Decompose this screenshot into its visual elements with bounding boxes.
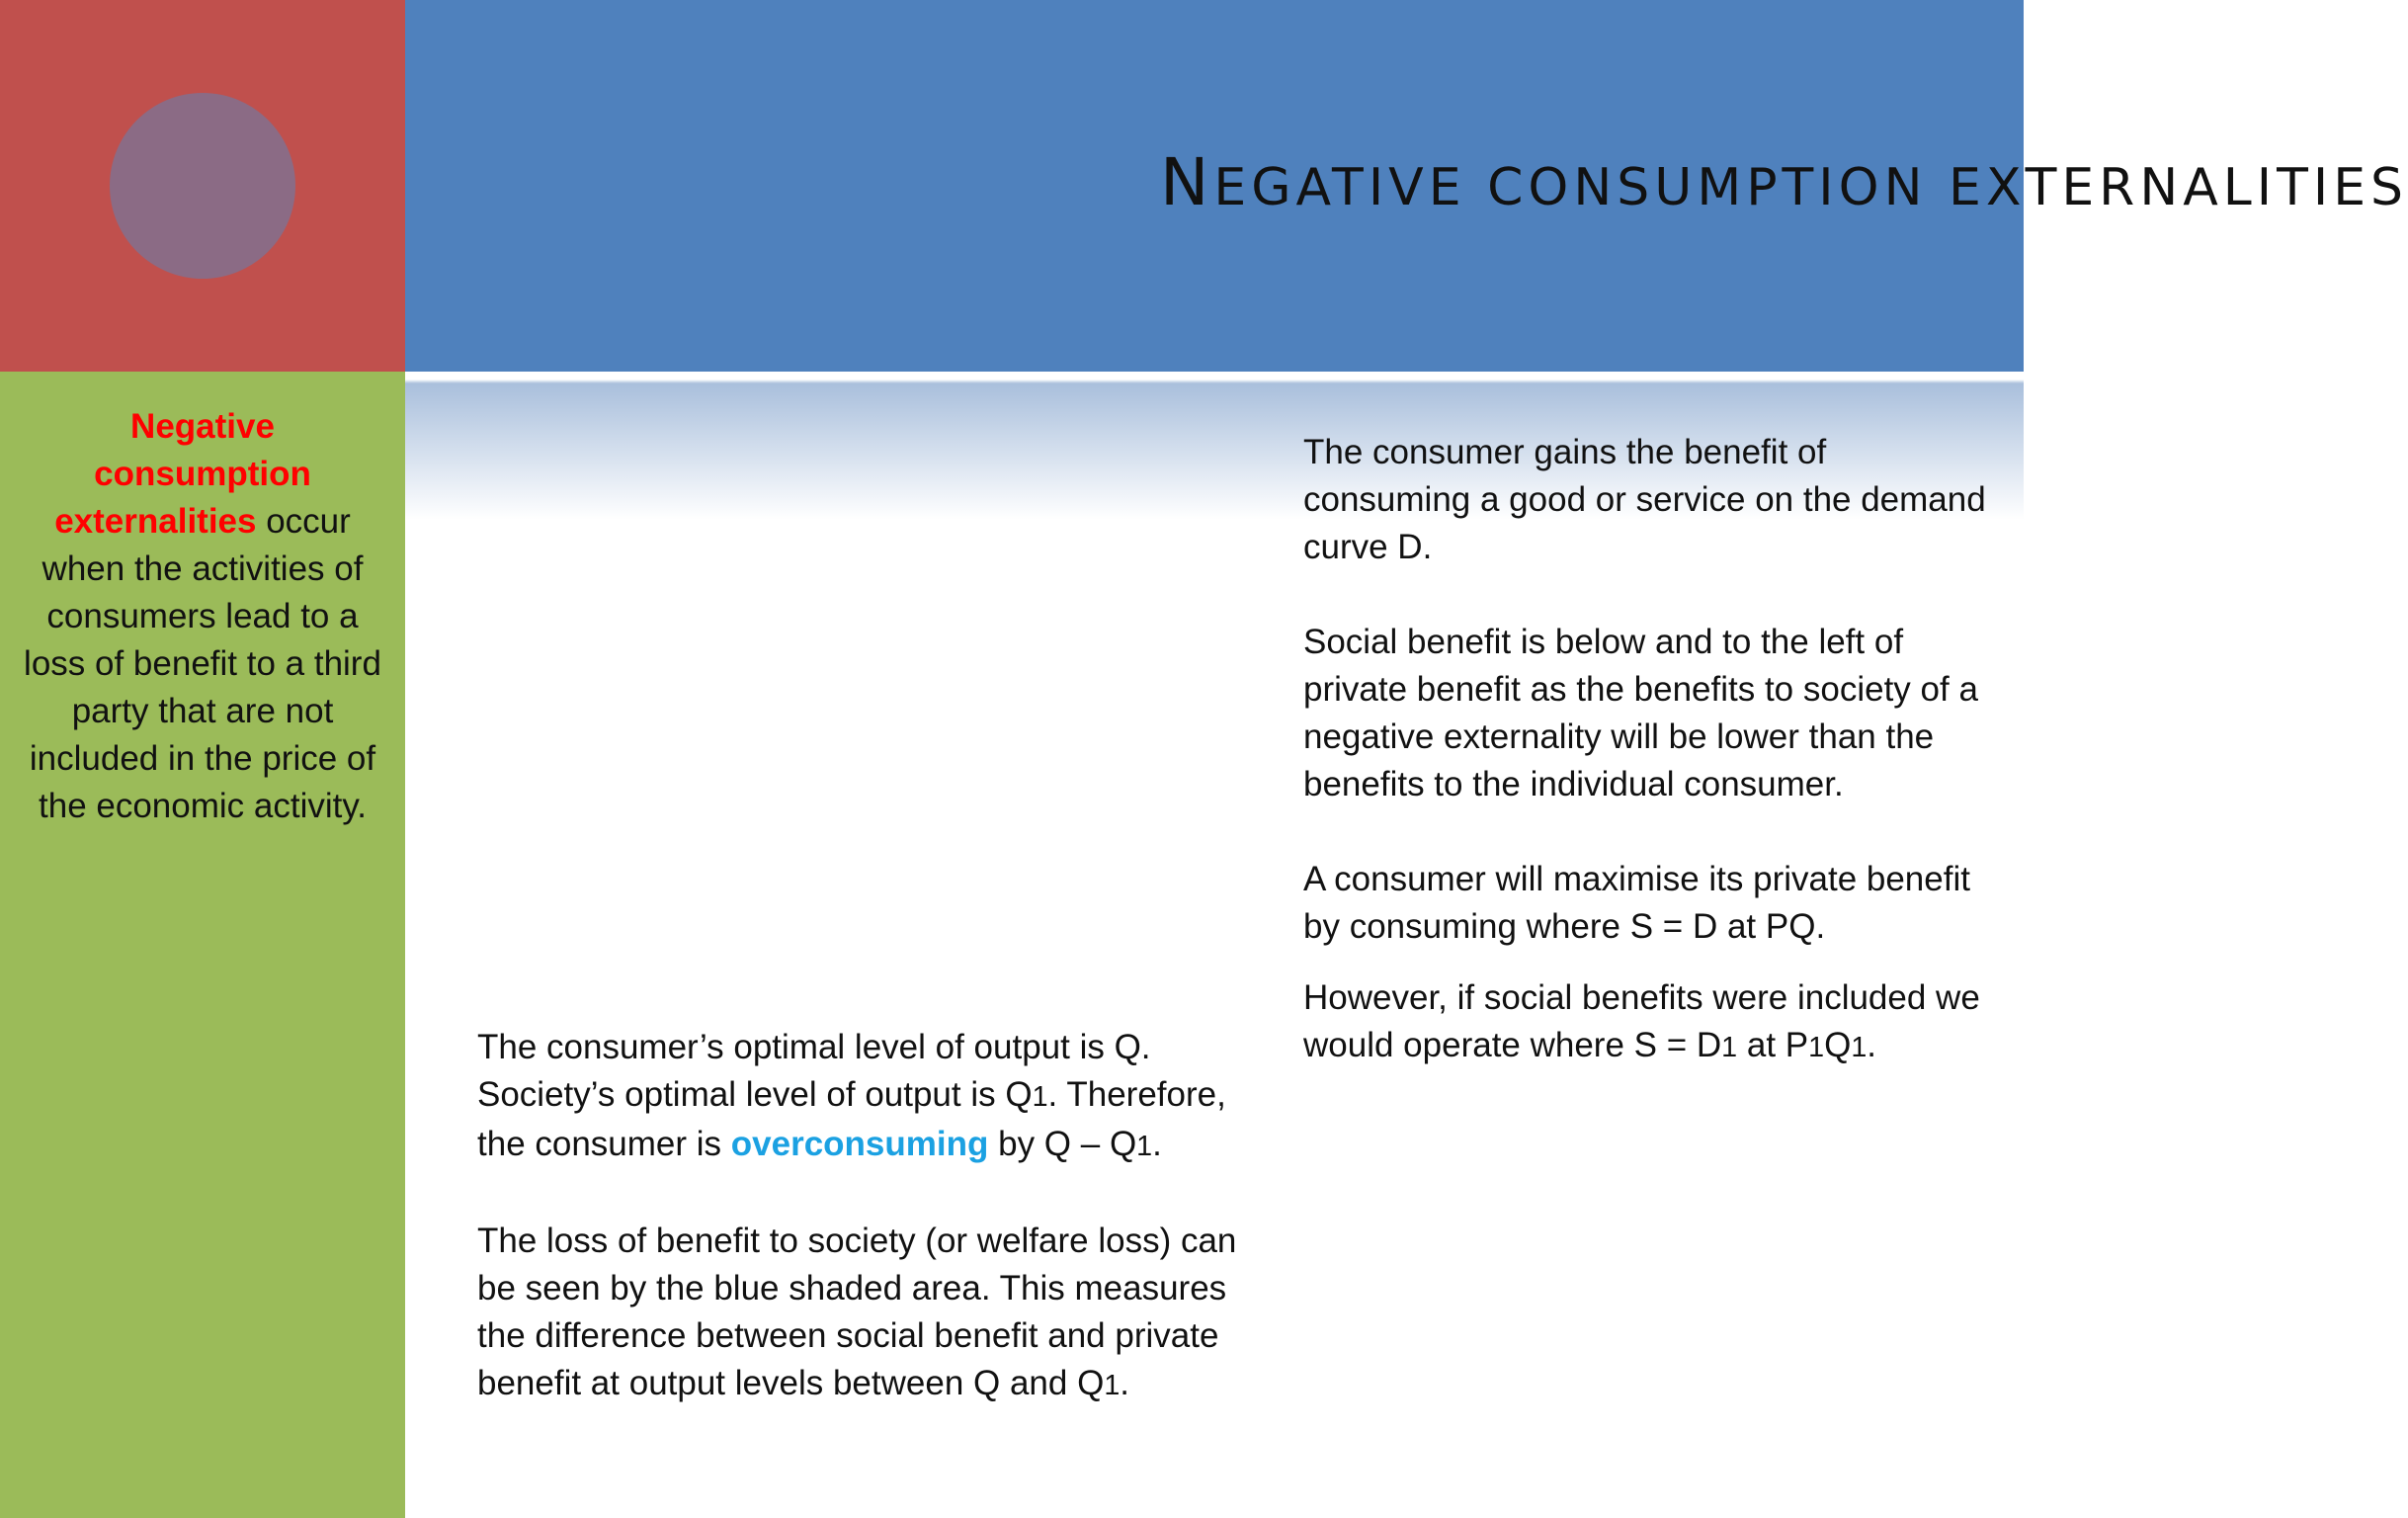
- paragraph-spacer: [1303, 808, 1995, 856]
- private-benefit-paragraph: A consumer will maximise its private benefit by consuming where S = D at PQ.: [1303, 860, 1970, 946]
- demand-curve-paragraph: The consumer gains the benefit of consuming a good or service on the demand curve D.: [1303, 433, 1986, 566]
- decorative-circle: [110, 93, 295, 279]
- optimal-output-paragraph: The consumer’s optimal level of output is Q. Society’s optimal level of output is Q1. Therefore, the consumer is overconsuming by Q – Q1.: [477, 1028, 1226, 1163]
- slide-title: NEGATIVE CONSUMPTION EXTERNALITIES: [1160, 144, 2408, 220]
- definition-text: Negative consumption externalities occur when the activities of consumers lead to a loss of benefit to a third party that are not included in the price of the economic activity.: [24, 407, 381, 825]
- paragraph-spacer: [1303, 571, 1995, 619]
- welfare-loss-paragraph: The loss of benefit to society (or welfare loss) can be seen by the blue shaded area. This measures the difference between social benefit and private benefit at output levels between Q and Q1.: [477, 1222, 1237, 1402]
- title-bar: [405, 0, 2408, 372]
- social-benefit-paragraph: Social benefit is below and to the left of private benefit as the benefits to society of a negative externality will be lower than the benefits to the individual consumer.: [1303, 623, 1978, 803]
- paragraph-spacer: [477, 1170, 1238, 1218]
- paragraph-spacer: [1303, 951, 1995, 974]
- overconsuming-highlight: overconsuming: [730, 1125, 989, 1163]
- left-explanation: [477, 1024, 1238, 1409]
- social-optimum-paragraph: However, if social benefits were included we would operate where S = D1 at P1Q1.: [1303, 978, 1980, 1064]
- corner-block: [0, 0, 405, 372]
- right-explanation: [1303, 429, 1995, 1071]
- key-term: Negative consumption externalities: [54, 407, 311, 541]
